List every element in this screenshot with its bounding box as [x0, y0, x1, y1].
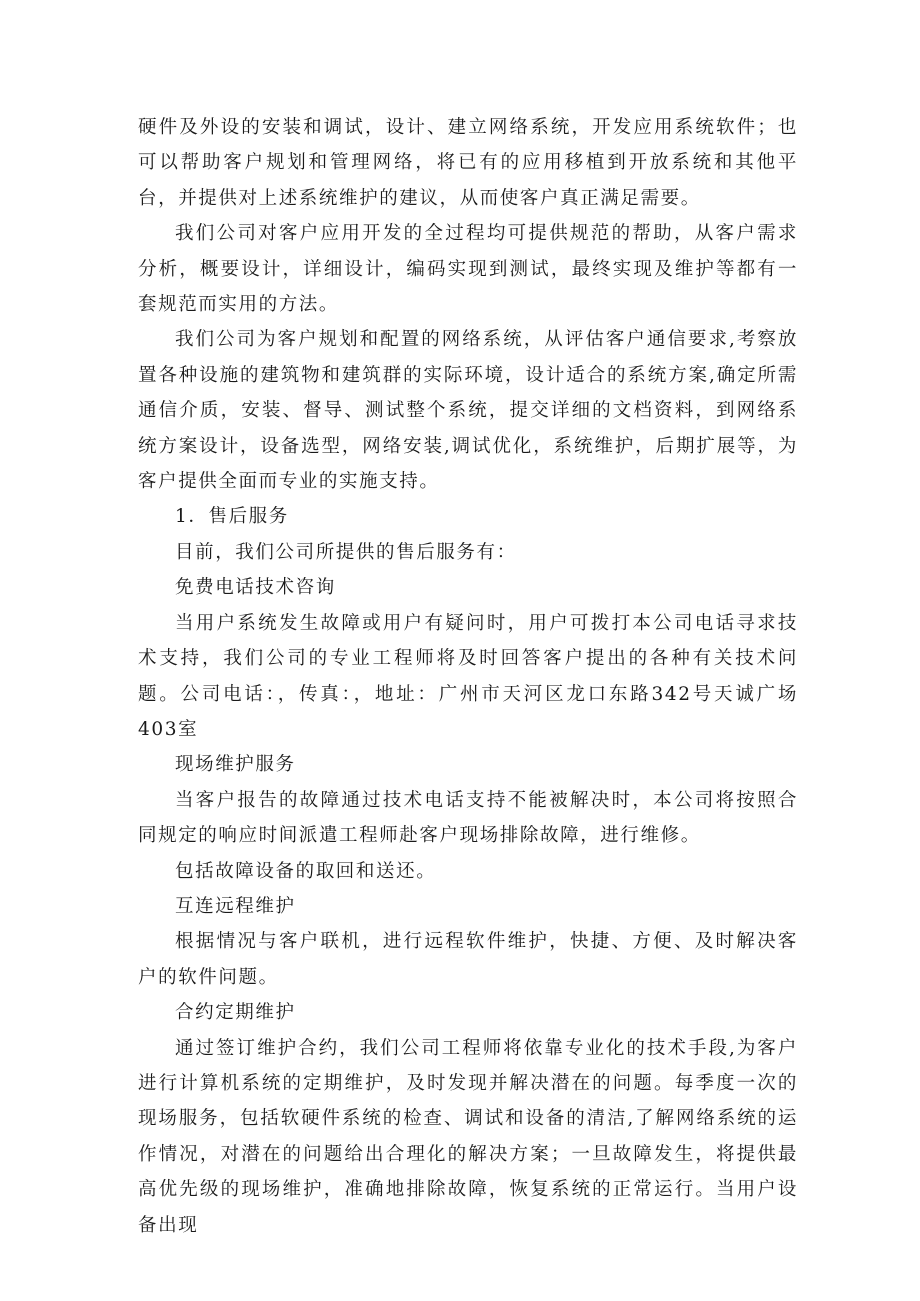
paragraph-onsite-service: 当客户报告的故障通过技术电话支持不能被解决时，本公司将按照合同规定的响应时间派遣工程师赴客户现场排除故障，进行维修。 [138, 789, 798, 847]
subheading-remote-maintenance: 互连远程维护 [175, 895, 296, 917]
paragraph-remote-maintenance: 根据情况与客户联机，进行远程软件维护，快捷、方便、及时解决客户的软件问题。 [138, 931, 798, 988]
subheading-contract-maintenance: 合约定期维护 [175, 1002, 296, 1024]
paragraph-after-sales-intro: 目前，我们公司所提供的售后服务有： [175, 541, 517, 563]
paragraph-application-development: 我们公司对客户应用开发的全过程均可提供规范的帮助，从客户需求分析，概要设计，详细设计，编码实现到测试，最终实现及维护等都有一套规范而实用的方法。 [138, 223, 798, 316]
section-heading-after-sales: 1．售后服务 [175, 506, 289, 528]
paragraph-phone-support: 当用户系统发生故障或用户有疑问时，用户可拨打本公司电话寻求技术支持，我们公司的专业工程师将及时回答客户提出的各种有关技术问题。公司电话：，传真：，地址：广州市天河区龙口东路342号天诚广场403室 [138, 612, 798, 740]
paragraph-network-planning: 我们公司为客户规划和配置的网络系统，从评估客户通信要求,考察放置各种设施的建筑物和建筑群的实际环境，设计适合的系统方案,确定所需通信介质，安装、督导、测试整个系统，提交详细的文档资料，到网络系统方案设计，设备选型，网络安装,调试优化，系统维护，后期扩展等，为客户提供全面而专业的实施支持。 [138, 329, 798, 493]
subheading-onsite-service: 现场维护服务 [175, 754, 296, 776]
paragraph-continuation: 硬件及外设的安装和调试，设计、建立网络系统，开发应用系统软件；也可以帮助客户规划和管理网络，将已有的应用移植到开放系统和其他平台，并提供对上述系统维护的建议，从而使客户真正满足需要。 [138, 117, 798, 209]
subheading-phone-support: 免费电话技术咨询 [175, 577, 336, 599]
paragraph-contract-maintenance: 通过签订维护合约，我们公司工程师将依靠专业化的技术手段,为客户进行计算机系统的定期维护，及时发现并解决潜在的问题。每季度一次的现场服务，包括软硬件系统的检查、调试和设备的清洁,了解网络系统的运作情况，对潜在的问题给出合理化的解决方案；一旦故障发生，将提供最高优先级的现场维护，准确地排除故障，恢复系统的正常运行。当用户设备出现 [138, 1037, 798, 1236]
document-page [138, 110, 798, 1243]
paragraph-equipment-pickup: 包括故障设备的取回和送还。 [175, 860, 437, 882]
